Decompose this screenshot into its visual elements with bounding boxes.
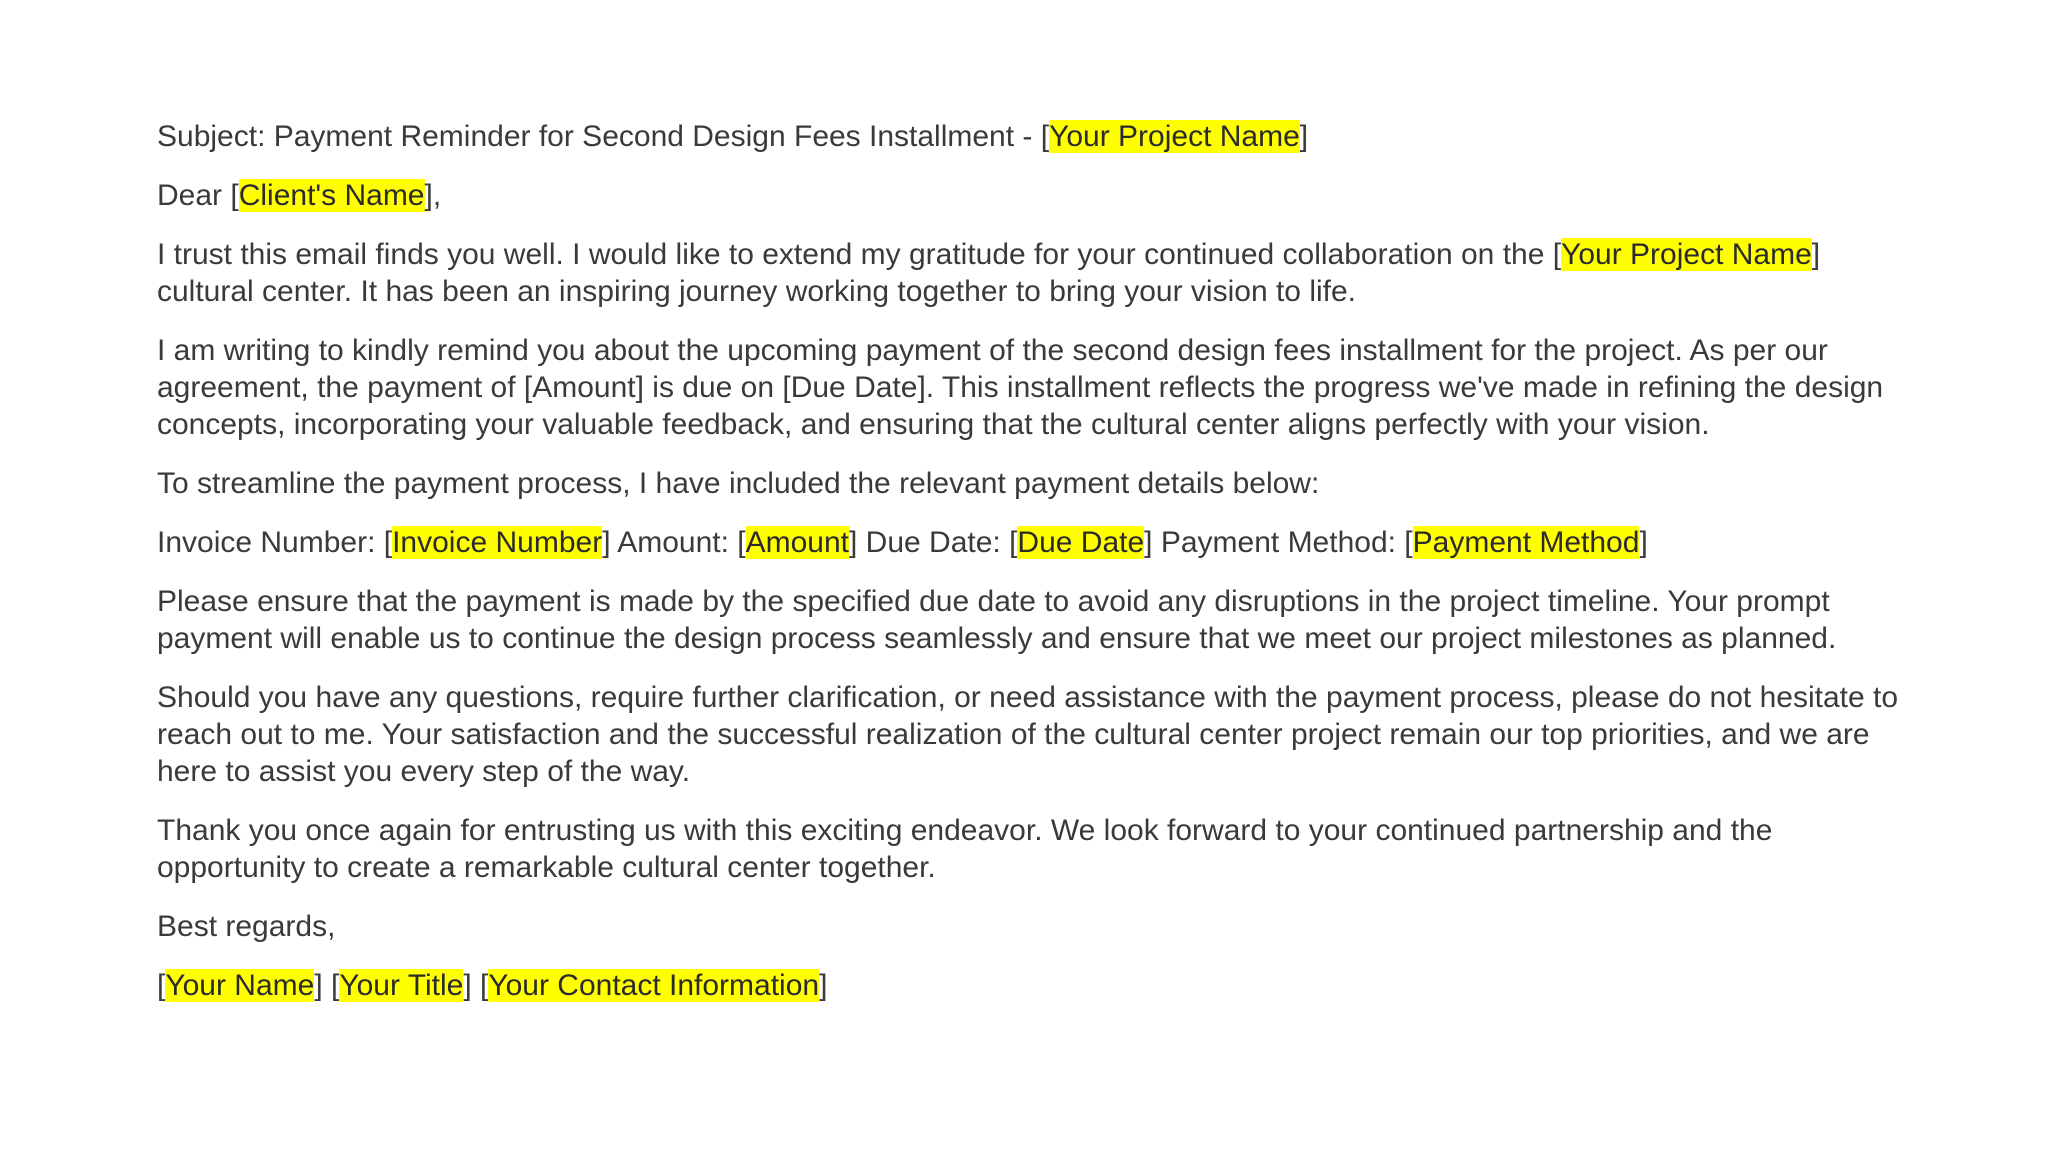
placeholder-your-name: Your Name [165,969,315,1002]
thanks-paragraph: Thank you once again for entrusting us with this exciting endeavor. We look forward to your continued partnership and the opportunity to create a remarkable cultural center together. [157,814,1773,884]
greeting [157,177,1917,214]
placeholder-project-name: Your Project Name [1049,120,1300,153]
payment-details [157,524,1917,561]
placeholder-payment-method: Payment Method [1412,526,1640,559]
greeting-suffix: ], [424,179,442,212]
signature-close: ] [819,969,828,1002]
signature [157,967,1917,1004]
details-end: ] [1639,526,1648,559]
questions-paragraph: Should you have any questions, require further clarification, or need assistance with the payment process, please do not hesitate to reach out to me. Your satisfaction and the successful realization of the cultural center project remain our top priorities, and we are here to assist you every step of the way. [157,681,1899,788]
email-document [157,118,1917,1026]
placeholder-contact-info: Your Contact Information [488,969,820,1002]
intro-part2: ] cultural center. It has been an inspiring journey working together to bring your vision to life. [157,238,1821,308]
invoice-label: Invoice Number: [ [157,526,393,559]
placeholder-amount: Amount [745,526,849,559]
greeting-prefix: Dear [ [157,179,239,212]
placeholder-client-name: Client's Name [238,179,425,212]
ensure-paragraph: Please ensure that the payment is made by the specified due date to avoid any disruptions in the project timeline. Your prompt payment will enable us to continue the design process seamlessly and ensure that we meet our project milestones as planned. [157,585,1837,655]
placeholder-project-name: Your Project Name [1561,238,1812,271]
subject-prefix: Subject: Payment Reminder for Second Design Fees Installment - [ [157,120,1050,153]
subject-line [157,118,1917,155]
due-date-label: ] Due Date: [ [849,526,1018,559]
reminder-paragraph: I am writing to kindly remind you about the upcoming payment of the second design fees installment for the project. As per our agreement, the payment of [Amount] is due on [Due Date]. This installment reflects the progress we've made in refining the design concepts, incorporating your valuable feedback, and ensuring that the cultural center aligns perfectly with your vision. [157,334,1884,441]
details-intro: To streamline the payment process, I have included the relevant payment details below: [157,467,1320,500]
intro-part1: I trust this email finds you well. I would like to extend my gratitude for your continued collaboration on the [ [157,238,1562,271]
subject-suffix: ] [1299,120,1309,153]
signature-open: [ [157,969,166,1002]
placeholder-due-date: Due Date [1017,526,1145,559]
placeholder-your-title: Your Title [339,969,464,1002]
closing: Best regards, [157,910,336,943]
amount-label: ] Amount: [ [602,526,746,559]
intro-paragraph [157,236,1917,310]
payment-method-label: ] Payment Method: [ [1144,526,1413,559]
signature-sep2: ] [ [463,969,489,1002]
signature-sep1: ] [ [314,969,340,1002]
placeholder-invoice-number: Invoice Number [392,526,603,559]
